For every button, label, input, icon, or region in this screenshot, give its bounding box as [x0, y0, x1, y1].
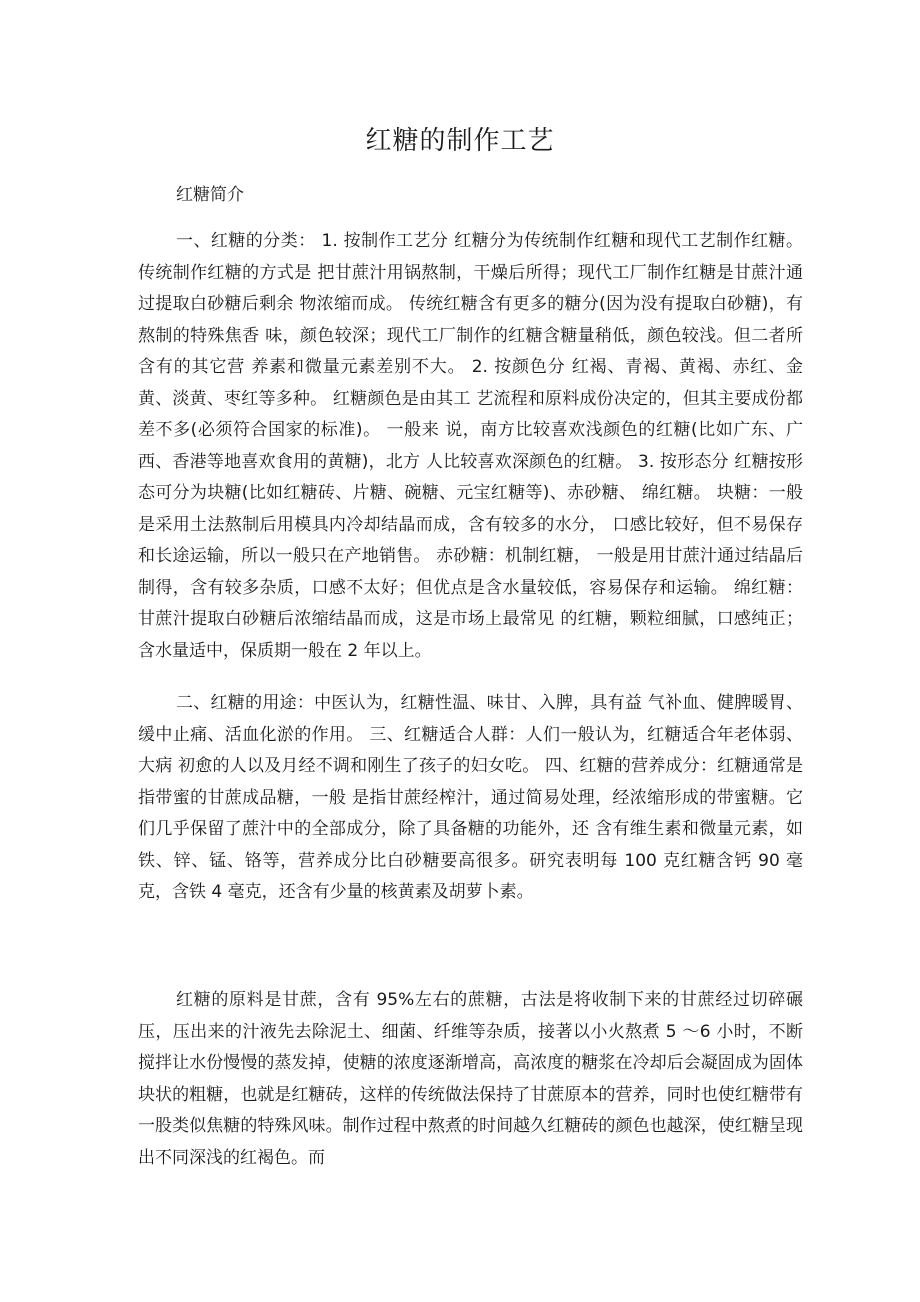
document-title: 红糖的制作工艺: [365, 126, 555, 156]
paragraph-classification: 一、红糖的分类： 1. 按制作工艺分 红糖分为传统制作红糖和现代工艺制作红糖。 传统制作红糖的方式是 把甘蔗汁用锅熬制，干燥后所得；现代工厂制作红糖是甘蔗汁通过提取白砂糖后剩余 物浓缩而成。 传统红糖含有更多的糖分(因为没有提取白砂糖)，有熬制的特殊焦香 味，颜色较深；现代工厂制作的红糖含糖量稍低，颜色较浅。但二者所含有的其它营 养素和微量元素差别不大。 2. 按颜色分 红褐、青褐、黄褐、赤红、金黄、淡黄、枣红等多种。 红糖颜色是由其工 艺流程和原料成份决定的，但其主要成份都差不多(必须符合国家的标准)。 一般来 说，南方比较喜欢浅颜色的红糖(比如广东、广西、香港等地喜欢食用的黄糖)，北方 人比较喜欢深颜色的红糖。 3. 按形态分 红糖按形态可分为块糖(比如红糖砖、片糖、碗糖、元宝红糖等)、赤砂糖、 绵红糖。 块糖：一般是采用土法熬制后用模具内冷却结晶而成，含有较多的水分， 口感比较好，但不易保存和长途运输，所以一般只在产地销售。 赤砂糖：机制红糖， 一般是用甘蔗汁通过结晶后制得，含有较多杂质，口感不太好；但优点是含水量较低，容易保存和运输。 绵红糖：甘蔗汁提取白砂糖后浓缩结晶而成，这是市场上最常见 的红糖，颗粒细腻，口感纯正；含水量适中，保质期一般在 2 年以上。: [138, 231, 803, 661]
paragraph-uses-nutrition: 二、红糖的用途：中医认为，红糖性温、味甘、入脾，具有益 气补血、健脾暖胃、缓中止痛、活血化淤的作用。 三、红糖适合人群：人们一般认为，红糖适合年老体弱、大病 初愈的人以及月经不调和刚生了孩子的妇女吃。 四、红糖的营养成分：红糖通常是指带蜜的甘蔗成品糖，一般 是指甘蔗经榨汁，通过简易处理，经浓缩形成的带蜜糖。它 们几乎保留了蔗汁中的全部成分，除了具备糖的功能外，还 含有维生素和微量元素，如铁、锌、锰、铬等，营养成分比白砂糖要高很多。研究表明每 100 克红糖含钙 90 毫克，含铁 4 毫克，还含有少量的核黄素及胡萝卜素。: [138, 693, 803, 902]
paragraph-raw-material: 红糖的原料是甘蔗，含有 95%左右的蔗糖，古法是将收制下来的甘蔗经过切碎碾压，压出来的汁液先去除泥土、细菌、纤维等杂质，接著以小火熬煮 5 ～6 小时，不断搅拌让水份慢慢的蒸发掉，使糖的浓度逐渐增高，高浓度的糖浆在冷却后会凝固成为固体块状的粗糖，也就是红糖砖，这样的传统做法保持了甘蔗原本的营养，同时也使红糖带有一股类似焦糖的特殊风味。制作过程中熬煮的时间越久红糖砖的颜色也越深，使红糖呈现出不同深浅的红褐色。而: [138, 990, 803, 1168]
section-heading-intro: 红糖简介: [176, 185, 244, 205]
